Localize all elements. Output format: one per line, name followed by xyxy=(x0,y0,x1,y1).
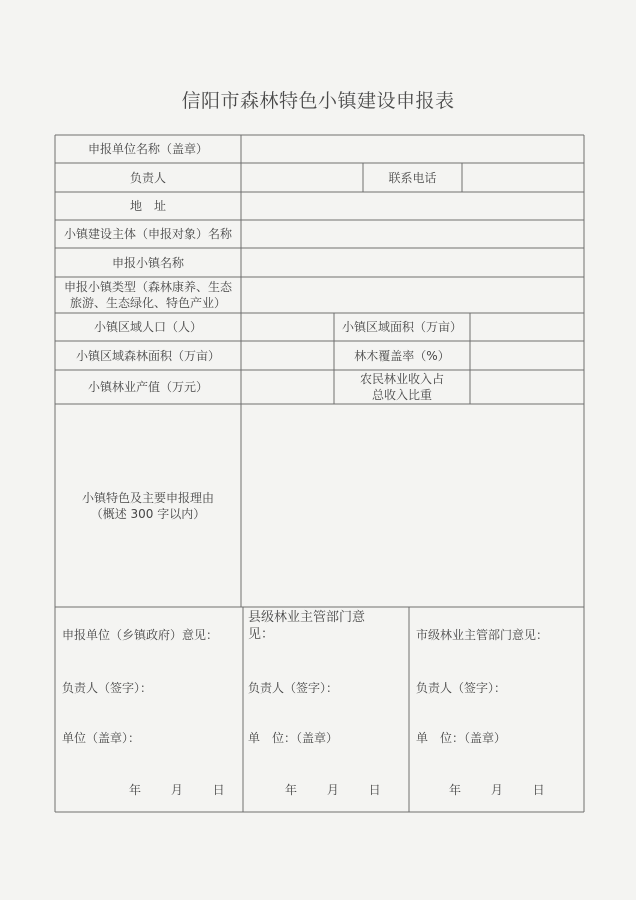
field-unit-name[interactable] xyxy=(242,136,583,162)
field-town-type[interactable] xyxy=(242,278,583,312)
opinion-county-signer: 负责人（签字）： xyxy=(248,681,339,695)
label-reasons: 小镇特色及主要申报理由 （概述 300 字以内） xyxy=(81,490,214,521)
opinion-county-stamp: 单 位：（盖章） xyxy=(248,731,339,745)
opinion-city-title: 市级林业主管部门意见： xyxy=(416,628,549,642)
field-reasons[interactable] xyxy=(242,405,583,606)
label-population: 小镇区域人口（人） xyxy=(93,320,202,334)
label-contact-phone: 联系电话 xyxy=(388,170,437,185)
label-builder: 小镇建设主体（申报对象）名称 xyxy=(63,227,232,241)
opinion-unit-signer: 负责人（签字）： xyxy=(62,681,153,695)
field-area[interactable] xyxy=(471,314,583,340)
field-income-ratio[interactable] xyxy=(471,371,583,403)
field-town-name[interactable] xyxy=(242,249,583,276)
opinion-county-date: 年 月 日 xyxy=(285,783,381,797)
label-town-type: 申报小镇类型（森林康养、生态 旅游、生态绿化、特色产业） xyxy=(63,280,232,310)
label-person-in-charge: 负责人 xyxy=(129,170,166,185)
opinion-unit-date: 年 月 日 xyxy=(129,783,225,797)
opinion-unit-stamp: 单位（盖章）： xyxy=(62,731,141,745)
opinion-city-date: 年 月 日 xyxy=(449,783,545,797)
label-area: 小镇区域面积（万亩） xyxy=(341,320,462,334)
field-person-in-charge[interactable] xyxy=(242,164,362,191)
label-unit-name: 申报单位名称（盖章） xyxy=(87,142,208,156)
opinion-county-title: 县级林业主管部门意 见： xyxy=(248,610,366,642)
opinion-unit-title: 申报单位（乡镇政府）意见： xyxy=(62,628,219,642)
field-output-value[interactable] xyxy=(242,371,333,403)
field-address[interactable] xyxy=(242,193,583,219)
field-coverage[interactable] xyxy=(471,342,583,369)
opinion-city-stamp: 单 位：（盖章） xyxy=(416,731,507,745)
form-title: 信阳市森林特色小镇建设申报表 xyxy=(181,90,455,112)
label-forest-area: 小镇区域森林面积（万亩） xyxy=(75,348,220,363)
label-address: 地 址 xyxy=(129,199,166,213)
opinion-city-signer: 负责人（签字）： xyxy=(416,681,507,695)
label-output-value: 小镇林业产值（万元） xyxy=(87,380,208,394)
field-population[interactable] xyxy=(242,314,333,340)
label-income-ratio: 农民林业收入占 总收入比重 xyxy=(359,372,444,402)
field-forest-area[interactable] xyxy=(242,342,333,369)
field-contact-phone[interactable] xyxy=(463,164,583,191)
label-coverage: 林木覆盖率（%） xyxy=(354,348,450,363)
field-builder[interactable] xyxy=(242,221,583,247)
label-town-name: 申报小镇名称 xyxy=(111,255,184,270)
